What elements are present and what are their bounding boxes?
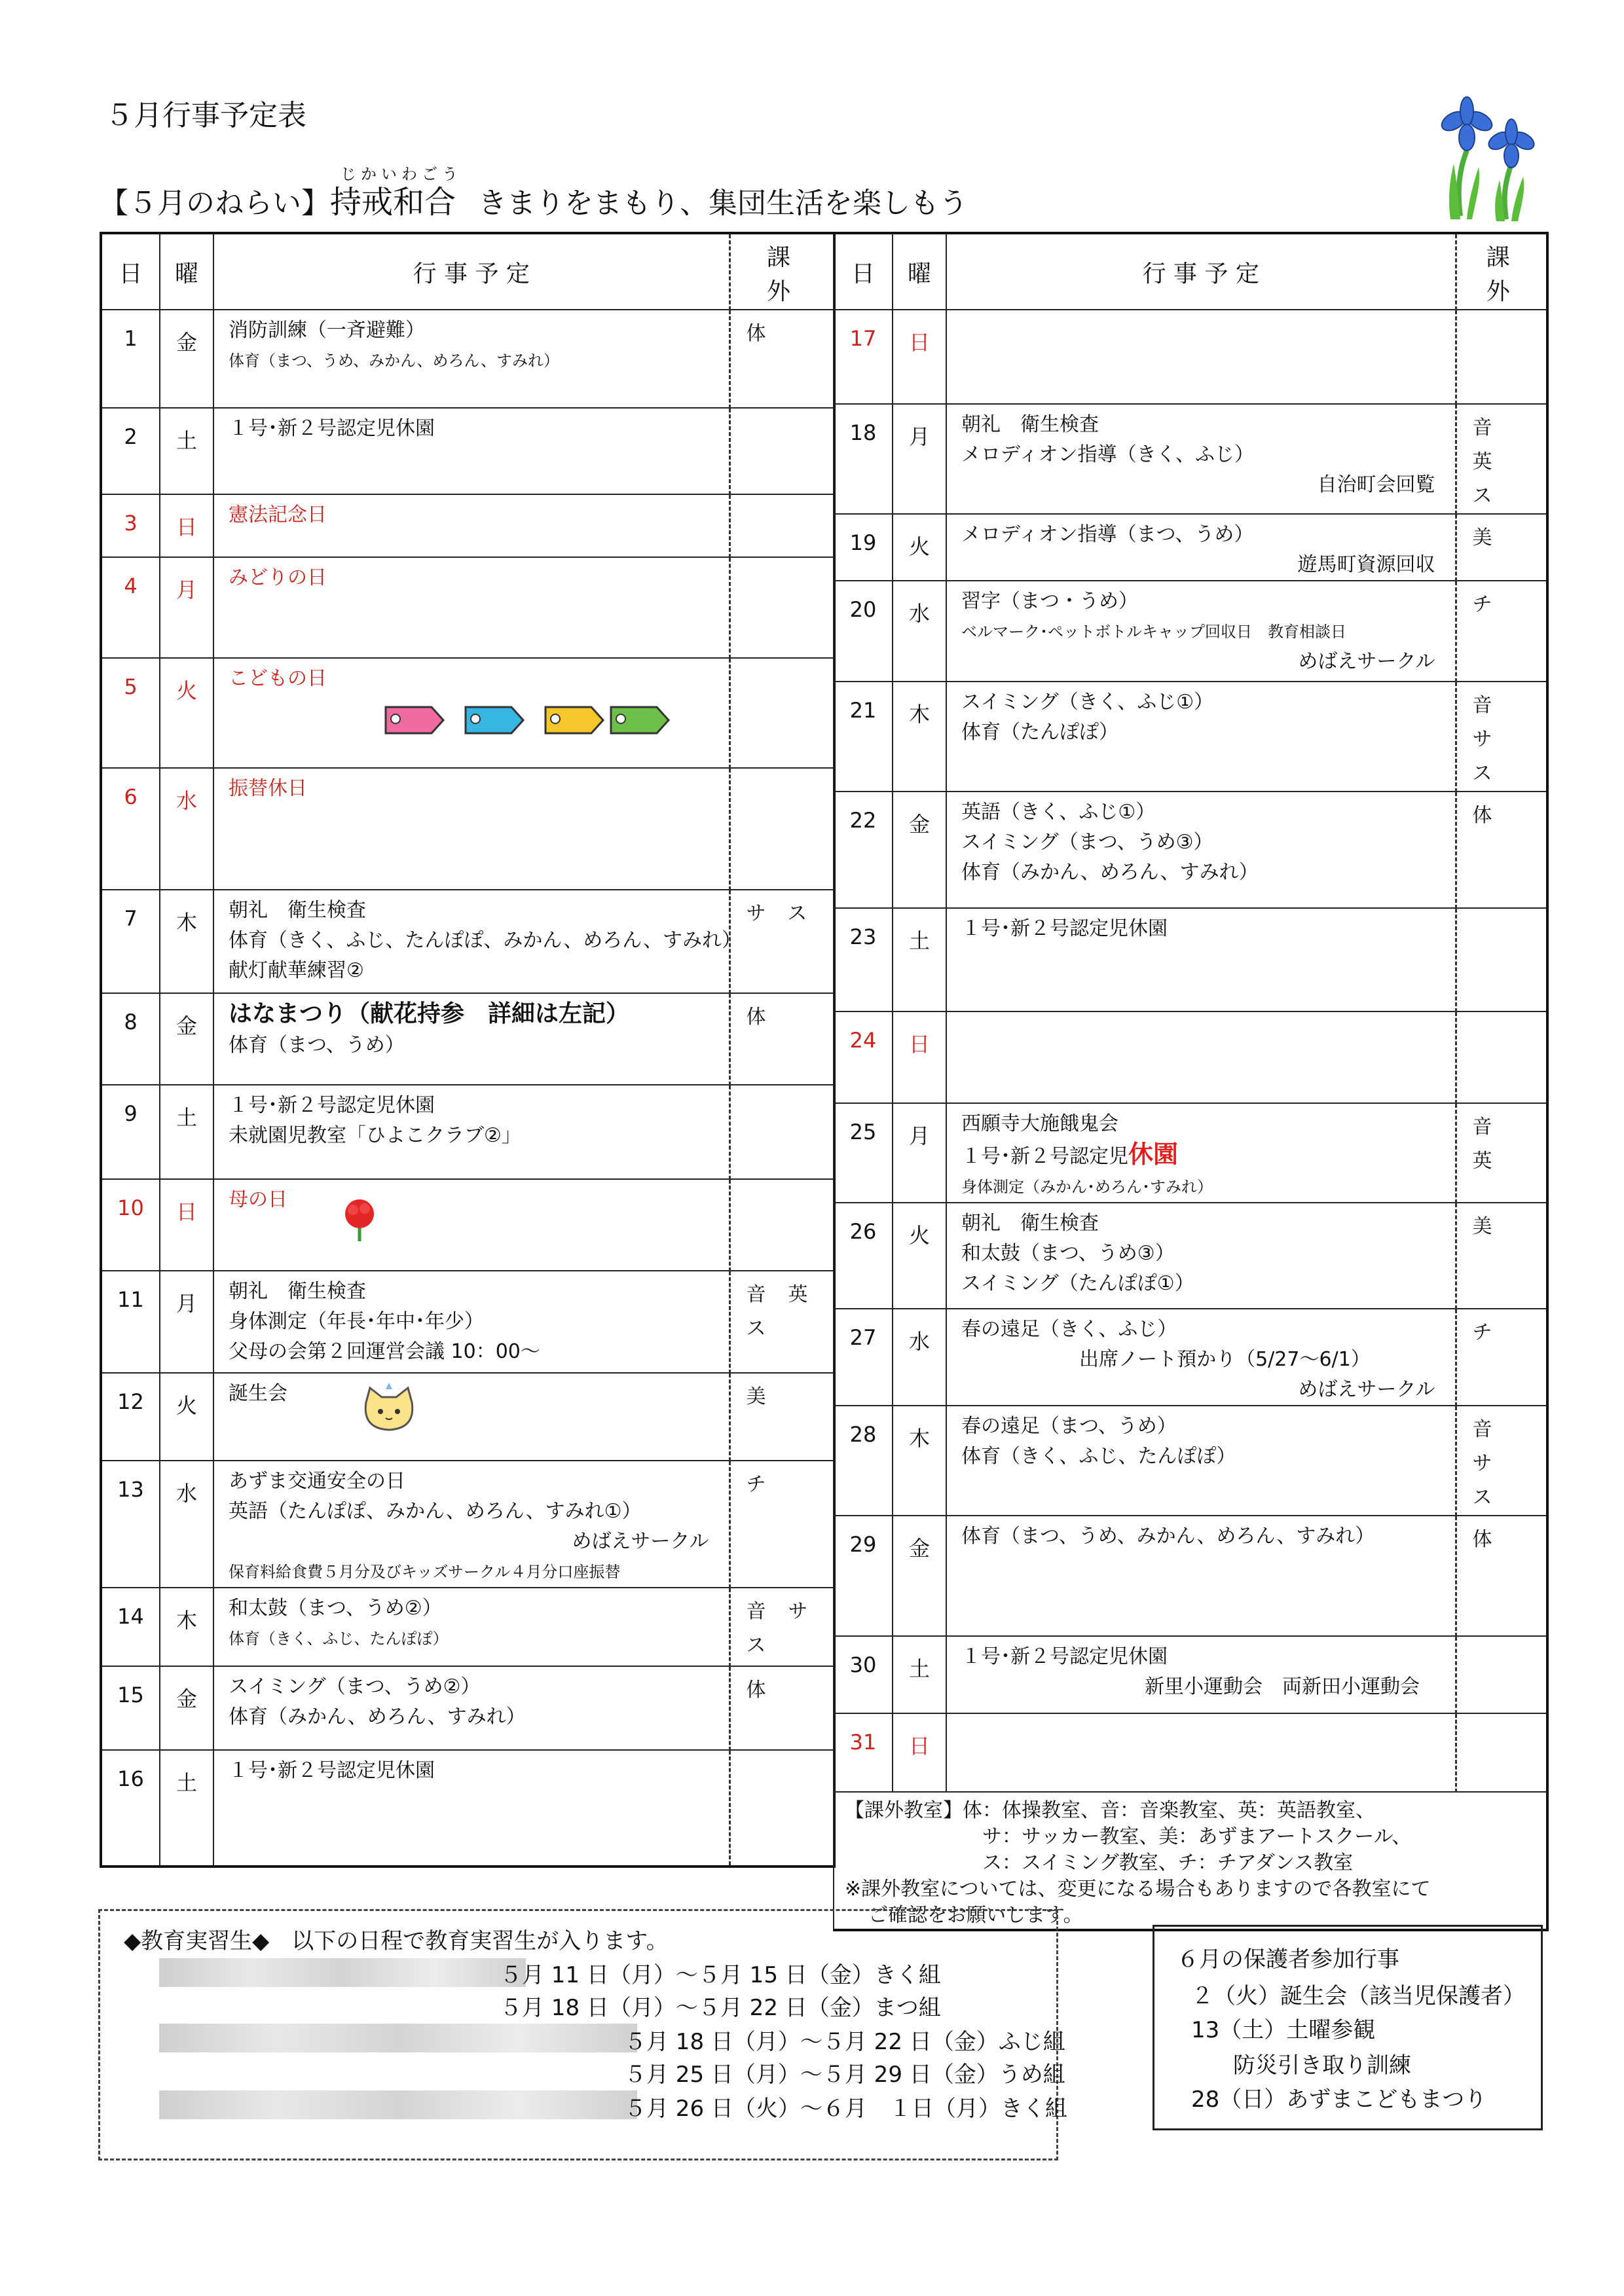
day-cell: 30 [834, 1636, 893, 1713]
weekday-cell: 土 [893, 1636, 946, 1713]
carnation-icon [333, 1195, 386, 1248]
event-text: 体育（きく、ふじ、たんぽぽ） [961, 1445, 1236, 1468]
table-row [101, 494, 834, 557]
aim-text: きまりをまもり、集団生活を楽しもう [478, 187, 969, 220]
events-cell [213, 993, 729, 1085]
weekday-cell: 土 [160, 408, 213, 494]
extra-class-cell [1456, 1636, 1547, 1713]
table-row [101, 310, 834, 408]
day-cell: 22 [834, 792, 893, 908]
table-row [834, 1203, 1547, 1309]
redacted-name [159, 1958, 526, 1987]
event-text: 春の遠足（まつ、うめ） [961, 1415, 1177, 1438]
header-events: 行 事 予 定 [213, 233, 729, 310]
event-text: 朝礼 衛生検査 [229, 1280, 366, 1303]
extra-class-cell [729, 557, 834, 658]
weekday-cell: 火 [893, 1203, 946, 1309]
event-text: 身体測定（年長･年中･年少） [229, 1310, 484, 1333]
header-events: 行 事 予 定 [946, 233, 1456, 310]
events-cell [946, 1203, 1456, 1309]
event-text: 英語（たんぽぽ、みかん、めろん、すみれ①） [229, 1500, 642, 1523]
events-cell [946, 792, 1456, 908]
table-header-row [834, 233, 1547, 310]
day-cell: 18 [834, 404, 893, 514]
event-text: １号･新２号認定児 [961, 1145, 1128, 1168]
table-row [834, 1406, 1547, 1516]
june-title: ６月の保護者参加行事 [1177, 1946, 1399, 1973]
event-text: 父母の会第２回運営会議 10：00～ [229, 1340, 540, 1363]
legend-line: ス：スイミング教室、チ：チアダンス教室 [982, 1851, 1354, 1874]
table-row [834, 1713, 1547, 1792]
weekday-cell: 金 [160, 1666, 213, 1750]
event-text: 体育（きく、ふじ、たんぽぽ） [229, 1630, 449, 1648]
weekday-cell: 土 [893, 908, 946, 1011]
weekday-cell: 火 [893, 514, 946, 581]
june-item: 13（土）土曜参観 [1191, 2017, 1376, 2043]
events-cell [213, 1271, 729, 1373]
extra-class-cell [1456, 1713, 1547, 1792]
event-text: メロディオン指導（きく、ふじ） [961, 443, 1254, 466]
event-text: 体育（みかん、めろん、すみれ） [229, 1705, 526, 1728]
event-text: １号･新２号認定児休園 [229, 1759, 435, 1782]
redacted-name [159, 2024, 637, 2052]
event-text: 未就園児教室「ひよこクラブ②」 [229, 1124, 521, 1147]
extra-class-cell: 音サス [1456, 1406, 1547, 1516]
extra-class-cell: チ [1456, 1309, 1547, 1406]
events-cell [946, 1516, 1456, 1636]
day-cell: 9 [101, 1085, 160, 1179]
table-row [101, 1461, 834, 1588]
event-text: 朝礼 衛生検査 [961, 1212, 1099, 1235]
day-cell: 27 [834, 1309, 893, 1406]
header-dow: 曜 [160, 233, 213, 310]
events-cell [946, 1103, 1456, 1203]
event-text: 春の遠足（きく、ふじ） [961, 1318, 1177, 1341]
aim-line [100, 177, 968, 222]
event-text: 西願寺大施餓鬼会 [961, 1112, 1118, 1135]
iris-flower-icon [1434, 92, 1539, 223]
event-text: メロディオン指導（まつ、うめ） [961, 523, 1254, 546]
document-title: ５月行事予定表 [105, 99, 306, 132]
table-row [834, 514, 1547, 581]
day-cell: 10 [101, 1179, 160, 1271]
events-cell [946, 682, 1456, 792]
extra-class-cell: チ [729, 1461, 834, 1588]
aim-label: 【５月のねらい】 [100, 187, 330, 220]
extra-class-cell [1456, 310, 1547, 404]
day-cell: 14 [101, 1588, 160, 1666]
extra-class-cell: 体 [1456, 1516, 1547, 1636]
events-cell [213, 408, 729, 494]
event-text: あずま交通安全の日 [229, 1470, 405, 1493]
table-row [834, 682, 1547, 792]
event-text: １号･新２号認定児休園 [961, 1645, 1168, 1668]
day-cell: 7 [101, 890, 160, 993]
extra-class-cell: 美 [1456, 1203, 1547, 1309]
table-row [834, 1309, 1547, 1406]
day-cell: 21 [834, 682, 893, 792]
event-text: 自治町会回覧 [1317, 473, 1435, 496]
extra-class-cell: 美 [1456, 514, 1547, 581]
weekday-cell: 金 [160, 310, 213, 408]
event-text: 朝礼 衛生検査 [229, 899, 366, 922]
table-row [834, 792, 1547, 908]
events-cell [213, 310, 729, 408]
day-cell: 15 [101, 1666, 160, 1750]
event-text: 献灯献華練習② [229, 959, 364, 982]
weekday-cell: 日 [160, 494, 213, 557]
extra-class-cell: 音サス [729, 1588, 834, 1666]
table-row [101, 1271, 834, 1373]
events-cell [946, 908, 1456, 1011]
events-cell [213, 1666, 729, 1750]
event-text: スイミング（きく、ふじ①） [961, 691, 1214, 714]
extra-class-cell: サス [729, 890, 834, 993]
aim-yoji: 持戒和合 [330, 184, 456, 221]
practicum-box [98, 1909, 1067, 2160]
extra-class-cell [729, 1179, 834, 1271]
event-text: 体育（まつ、うめ） [229, 1034, 405, 1057]
day-cell: 3 [101, 494, 160, 557]
event-text: 英語（きく、ふじ①） [961, 801, 1156, 824]
event-text: 和太鼓（まつ、うめ②） [229, 1597, 442, 1620]
redacted-name [159, 2090, 637, 2119]
day-cell: 23 [834, 908, 893, 1011]
day-cell: 31 [834, 1713, 893, 1792]
weekday-cell: 水 [893, 1309, 946, 1406]
extra-class-cell [1456, 1011, 1547, 1103]
events-cell [213, 494, 729, 557]
table-row [101, 890, 834, 993]
day-cell: 11 [101, 1271, 160, 1373]
event-text: 新里小運動会 両新田小運動会 [1145, 1675, 1420, 1698]
extra-class-cell: 音サス [1456, 682, 1547, 792]
practicum-row: ５月 25 日（月）～５月 29 日（金）うめ組 [624, 2062, 1065, 2088]
table-row [101, 768, 834, 890]
extra-class-cell [1456, 908, 1547, 1011]
events-cell [946, 404, 1456, 514]
events-cell [213, 1373, 729, 1461]
event-text: 体育（みかん、めろん、すみれ） [961, 861, 1259, 884]
practicum-row: ５月 18 日（月）～５月 22 日（金）ふじ組 [624, 2029, 1065, 2055]
practicum-heading: ◆教育実習生◆ 以下の日程で教育実習生が入ります。 [124, 1928, 669, 1954]
events-cell [213, 557, 729, 658]
june-item: 防災引き取り訓練 [1233, 2052, 1411, 2079]
table-row [834, 908, 1547, 1011]
events-cell [946, 514, 1456, 581]
events-cell [213, 1461, 729, 1588]
header-dow: 曜 [893, 233, 946, 310]
event-text: スイミング（まつ、うめ②） [229, 1675, 481, 1698]
day-cell: 1 [101, 310, 160, 408]
weekday-cell: 水 [893, 581, 946, 682]
day-cell: 24 [834, 1011, 893, 1103]
weekday-cell: 金 [893, 792, 946, 908]
day-cell: 6 [101, 768, 160, 890]
event-text: 誕生会 [229, 1382, 287, 1405]
practicum-row: ５月 26 日（火）～６月 １日（月）きく組 [624, 2096, 1067, 2122]
extra-class-cell: 体 [1456, 792, 1547, 908]
weekday-cell: 日 [893, 310, 946, 404]
extra-class-cell [729, 1750, 834, 1867]
table-row [101, 1588, 834, 1666]
legend-line: ※課外教室については、変更になる場合もありますので各教室にて [845, 1878, 1431, 1901]
weekday-cell: 土 [160, 1085, 213, 1179]
header-extra: 課外 [729, 233, 834, 310]
weekday-cell: 月 [160, 1271, 213, 1373]
weekday-cell: 日 [160, 1179, 213, 1271]
events-cell [946, 1011, 1456, 1103]
event-text: 朝礼 衛生検査 [961, 413, 1099, 436]
table-row [101, 993, 834, 1085]
table-row [101, 1085, 834, 1179]
table-row [101, 658, 834, 768]
table-row [834, 1103, 1547, 1203]
day-cell: 20 [834, 581, 893, 682]
june-item: ２（火）誕生会（該当児保護者） [1191, 1983, 1525, 2009]
day-cell: 26 [834, 1203, 893, 1309]
event-text: スイミング（たんぽぽ①） [961, 1272, 1194, 1295]
day-cell: 16 [101, 1750, 160, 1867]
events-cell [946, 1309, 1456, 1406]
table-row [834, 1636, 1547, 1713]
extra-class-cell: 美 [729, 1373, 834, 1461]
legend-line: サ：サッカー教室、美：あずまアートスクール、 [982, 1825, 1412, 1848]
event-text: １号･新２号認定児休園 [961, 917, 1168, 940]
events-cell [946, 1406, 1456, 1516]
weekday-cell: 金 [893, 1516, 946, 1636]
table-row [101, 408, 834, 494]
june-events-box [1153, 1925, 1543, 2130]
event-text: 習字（まつ・うめ） [961, 590, 1138, 613]
schedule-table-right [833, 232, 1549, 1931]
weekday-cell: 金 [160, 993, 213, 1085]
header-extra: 課外 [1456, 233, 1547, 310]
events-cell [213, 1750, 729, 1867]
weekday-cell: 月 [160, 557, 213, 658]
header-day: 日 [834, 233, 893, 310]
event-text: 休園 [1128, 1140, 1179, 1169]
events-cell [213, 890, 741, 993]
table-row [834, 581, 1547, 682]
event-text: 遊馬町資源回収 [1297, 553, 1435, 576]
weekday-cell: 日 [893, 1011, 946, 1103]
table-row [101, 1750, 834, 1867]
aim-ruby: じかいわごう [341, 165, 462, 183]
schedule-table-left [100, 232, 836, 1868]
event-text: 出席ノート預かり（5/27～6/1） [1079, 1348, 1371, 1371]
event-text: 振替休日 [229, 777, 307, 800]
table-row [834, 1011, 1547, 1103]
koinobori-fish-icon [379, 694, 680, 746]
weekday-cell: 月 [893, 404, 946, 514]
day-cell: 5 [101, 658, 160, 768]
day-cell: 17 [834, 310, 893, 404]
event-text: 体育（たんぽぽ） [961, 721, 1118, 744]
event-text: めばえサークル [1298, 650, 1435, 673]
weekday-cell: 木 [160, 890, 213, 993]
event-text: スイミング（まつ、うめ③） [961, 831, 1213, 854]
weekday-cell: 木 [893, 1406, 946, 1516]
table-row [834, 310, 1547, 404]
weekday-cell: 土 [160, 1750, 213, 1867]
events-cell [213, 1085, 729, 1179]
table-row [101, 1179, 834, 1271]
event-text: めばえサークル [1298, 1378, 1435, 1401]
cat-face-icon [353, 1383, 425, 1435]
event-text: 憲法記念日 [229, 503, 327, 526]
weekday-cell: 木 [160, 1588, 213, 1666]
day-cell: 28 [834, 1406, 893, 1516]
header-day: 日 [101, 233, 160, 310]
event-text: めばえサークル [572, 1530, 709, 1553]
weekday-cell: 火 [160, 1373, 213, 1461]
table-header-row [101, 233, 834, 310]
weekday-cell: 木 [893, 682, 946, 792]
events-cell [946, 1713, 1456, 1792]
event-text: こどもの日 [229, 667, 327, 690]
day-cell: 12 [101, 1373, 160, 1461]
day-cell: 13 [101, 1461, 160, 1588]
events-cell [213, 658, 729, 768]
extra-class-cell: 体 [729, 993, 834, 1085]
event-text [229, 999, 729, 1030]
extra-class-cell: 体 [729, 310, 834, 408]
event-text: はなまつり（献花持参 詳細は左記） [229, 1000, 630, 1027]
extra-class-cell: チ [1456, 581, 1547, 682]
extra-class-cell [729, 658, 834, 768]
june-item: 28（日）あずまこどもまつり [1191, 2086, 1487, 2113]
event-text: ベルマーク･ペットボトルキャップ回収日 教育相談日 [961, 623, 1346, 641]
events-cell [213, 1588, 729, 1666]
day-cell: 19 [834, 514, 893, 581]
practicum-row: ５月 11 日（月）～５月 15 日（金）きく組 [500, 1962, 941, 1988]
extra-class-cell: 音英ス [1456, 404, 1547, 514]
day-cell: 4 [101, 557, 160, 658]
day-cell: 2 [101, 408, 160, 494]
events-cell [213, 1179, 729, 1271]
table-row [101, 1373, 834, 1461]
extra-class-cell [729, 768, 834, 890]
event-text: 身体測定（みかん･めろん･すみれ） [961, 1178, 1213, 1196]
weekday-cell: 火 [160, 658, 213, 768]
weekday-cell: 水 [160, 768, 213, 890]
event-text: 体育（まつ、うめ、みかん、めろん、すみれ） [229, 352, 559, 370]
extra-class-cell [729, 494, 834, 557]
events-cell [946, 310, 1456, 404]
day-cell: 25 [834, 1103, 893, 1203]
extra-class-cell: 体 [729, 1666, 834, 1750]
day-cell: 8 [101, 993, 160, 1085]
event-text: １号･新２号認定児休園 [229, 1094, 435, 1117]
extra-class-cell [729, 408, 834, 494]
weekday-cell: 月 [893, 1103, 946, 1203]
practicum-row: ５月 18 日（月）～５月 22 日（金）まつ組 [500, 1995, 941, 2021]
extra-class-cell [729, 1085, 834, 1179]
table-row [834, 404, 1547, 514]
event-text: 保育料給食費５月分及びキッズサークル４月分口座振替 [229, 1563, 621, 1581]
event-text: 母の日 [229, 1188, 287, 1211]
legend-line: 【課外教室】体：体操教室、音：音楽教室、英：英語教室、 [845, 1799, 1375, 1822]
weekday-cell: 水 [160, 1461, 213, 1588]
event-text: 体育（きく、ふじ、たんぽぽ、みかん、めろん、すみれ） [229, 929, 741, 952]
events-cell [946, 581, 1456, 682]
events-cell [946, 1636, 1456, 1713]
extra-class-cell: 音英ス [729, 1271, 834, 1373]
event-text: 消防訓練（一斉避難） [229, 319, 425, 342]
table-row [101, 1666, 834, 1750]
table-row [834, 1516, 1547, 1636]
event-text: 和太鼓（まつ、うめ③） [961, 1242, 1175, 1265]
weekday-cell: 日 [893, 1713, 946, 1792]
events-cell [213, 768, 729, 890]
legend-line: ご確認をお願いします。 [868, 1904, 1083, 1927]
event-text: 体育（まつ、うめ、みかん、めろん、すみれ） [961, 1525, 1375, 1548]
table-row [101, 557, 834, 658]
extra-class-cell: 音英 [1456, 1103, 1547, 1203]
event-text: みどりの日 [229, 566, 327, 589]
day-cell: 29 [834, 1516, 893, 1636]
event-text: １号･新２号認定児休園 [229, 417, 435, 440]
